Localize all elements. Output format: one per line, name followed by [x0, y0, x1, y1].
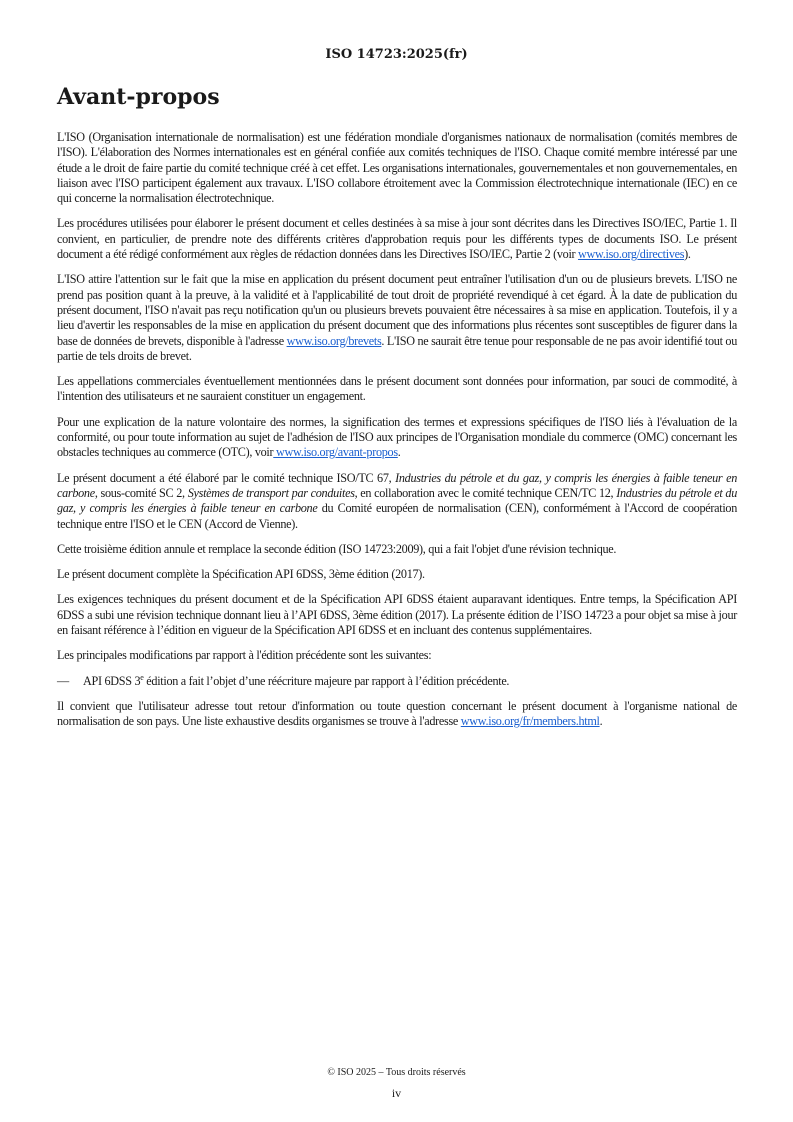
- paragraph-procedures: Les procédures utilisées pour élaborer le présent document et celles destinées à sa mise à jour sont décrites dans les Directives ISO/IEC, Partie 1. Il convient, en particulier, de prendre note des différents critères d'approbation requis pour les différents types de documents ISO. Le présent document a été rédigé conformément aux règles de rédaction données dans les Directives ISO/IEC, Partie 2 (voir www.iso.org/directives).: [57, 216, 737, 262]
- copyright-notice: © ISO 2025 – Tous droits réservés: [327, 1067, 466, 1078]
- directives-link[interactable]: www.iso.org/directives: [578, 247, 685, 262]
- paragraph-patents: L'ISO attire l'attention sur le fait que la mise en application du présent document peut entraîner l'utilisation d'un ou de plusieurs brevets. L'ISO ne prend pas position quant à la preuve, à la validité et à l'applicabilité de tout droit de propriété revendiqué à cet égard. À la date de publication du présent document, l'ISO n'avait pas reçu notification qu'un ou plusieurs brevets pouvaient être nécessaires à sa mise en application. Toutefois, il y a lieu d'avertir les responsables de la mise en application du présent document que des informations plus récentes sont susceptibles de figurer dans la base de données de brevets, disponible à l'adresse www.iso.org/brevets. L'ISO ne saurait être tenue pour responsable de ne pas avoir identifié tout ou partie de tels droits de brevet.: [57, 272, 737, 363]
- page-number: iv: [391, 1086, 402, 1100]
- paragraph-iso-intro: L'ISO (Organisation internationale de normalisation) est une fédération mondiale d'organismes nationaux de normalisation (comités membres de l'ISO). L'élaboration des Normes internationales est en général confiée aux comités techniques de l'ISO. Chaque comité membre intéressé par une étude a le droit de faire partie du comité technique créé à cet effet. Les organisations internationales, gouvernementales et non gouvernementales, en liaison avec l'ISO participent également aux travaux. L'ISO collabore étroitement avec la Commission électrotechnique internationale (IEC) en ce qui concerne la normalisation électrotechnique.: [57, 130, 737, 206]
- patents-link[interactable]: www.iso.org/brevets: [286, 333, 382, 348]
- foreword-link[interactable]: www.iso.org/avant-propos: [273, 445, 398, 460]
- foreword-body: [57, 130, 737, 740]
- paragraph-trade-names: Les appellations commerciales éventuellement mentionnées dans le présent document sont données pour information, par souci de commodité, à l'intention des utilisateurs et ne sauraient constituer un engagement.: [57, 374, 737, 404]
- document-header: ISO 14723:2025(fr): [325, 47, 468, 62]
- page-title: Avant-propos: [57, 84, 220, 110]
- list-item: — API 6DSS 3e édition a fait l’objet d’une réécriture majeure par rapport à l’édition précédente.: [57, 672, 510, 688]
- paragraph-voluntary-nature: Pour une explication de la nature volontaire des normes, la signification des termes et expressions spécifiques de l'ISO liés à l'évaluation de la conformité, ou pour toute information au sujet de l'adhésion de l'ISO aux principes de l'Organisation mondiale du commerce (OMC) concernant les obstacles techniques au commerce (OTC), voir www.iso.org/avant-propos.: [57, 414, 737, 460]
- paragraph-feedback: Il convient que l'utilisateur adresse tout retour d'information ou toute question concernant le présent document à l'organisme national de normalisation de son pays. Une liste exhaustive desdits organismes se trouve à l'adresse www.iso.org/fr/members.html.: [57, 698, 737, 729]
- paragraph-changes-intro: Les principales modifications par rapport à l'édition précédente sont les suivantes:: [57, 648, 432, 663]
- paragraph-committee: Le présent document a été élaboré par le comité technique ISO/TC 67, Industries du pétrole et du gaz, y compris les énergies à faible teneur en carbone, sous-comité SC 2, Systèmes de transport par conduites, en collaboration avec le comité technique CEN/TC 12, Industries du pétrole et du gaz, y compris les énergies à faible teneur en carbone du Comité européen de normalisation (CEN), conformément à l'Accord de coopération technique entre l'ISO et le CEN (Accord de Vienne).: [57, 470, 738, 531]
- paragraph-api-complement: Le présent document complète la Spécification API 6DSS, 3ème édition (2017).: [57, 567, 425, 582]
- paragraph-technical-requirements: Les exigences techniques du présent document et de la Spécification API 6DSS étaient auparavant identiques. Entre temps, la Spécification API 6DSS a subi une révision technique donnant lieu à l’API 6DSS, 3ème édition (2017). La présente édition de l’ISO 14723 a pour objet sa mise à jour en faisant référence à l’édition en vigueur de la Spécification API 6DSS et en incluant des contenus supplémentaires.: [57, 592, 737, 638]
- paragraph-edition: Cette troisième édition annule et remplace la seconde édition (ISO 14723:2009), qui a fait l'objet d'une révision technique.: [57, 541, 617, 556]
- dash-bullet: —: [57, 673, 69, 688]
- members-link[interactable]: www.iso.org/fr/members.html: [460, 714, 600, 729]
